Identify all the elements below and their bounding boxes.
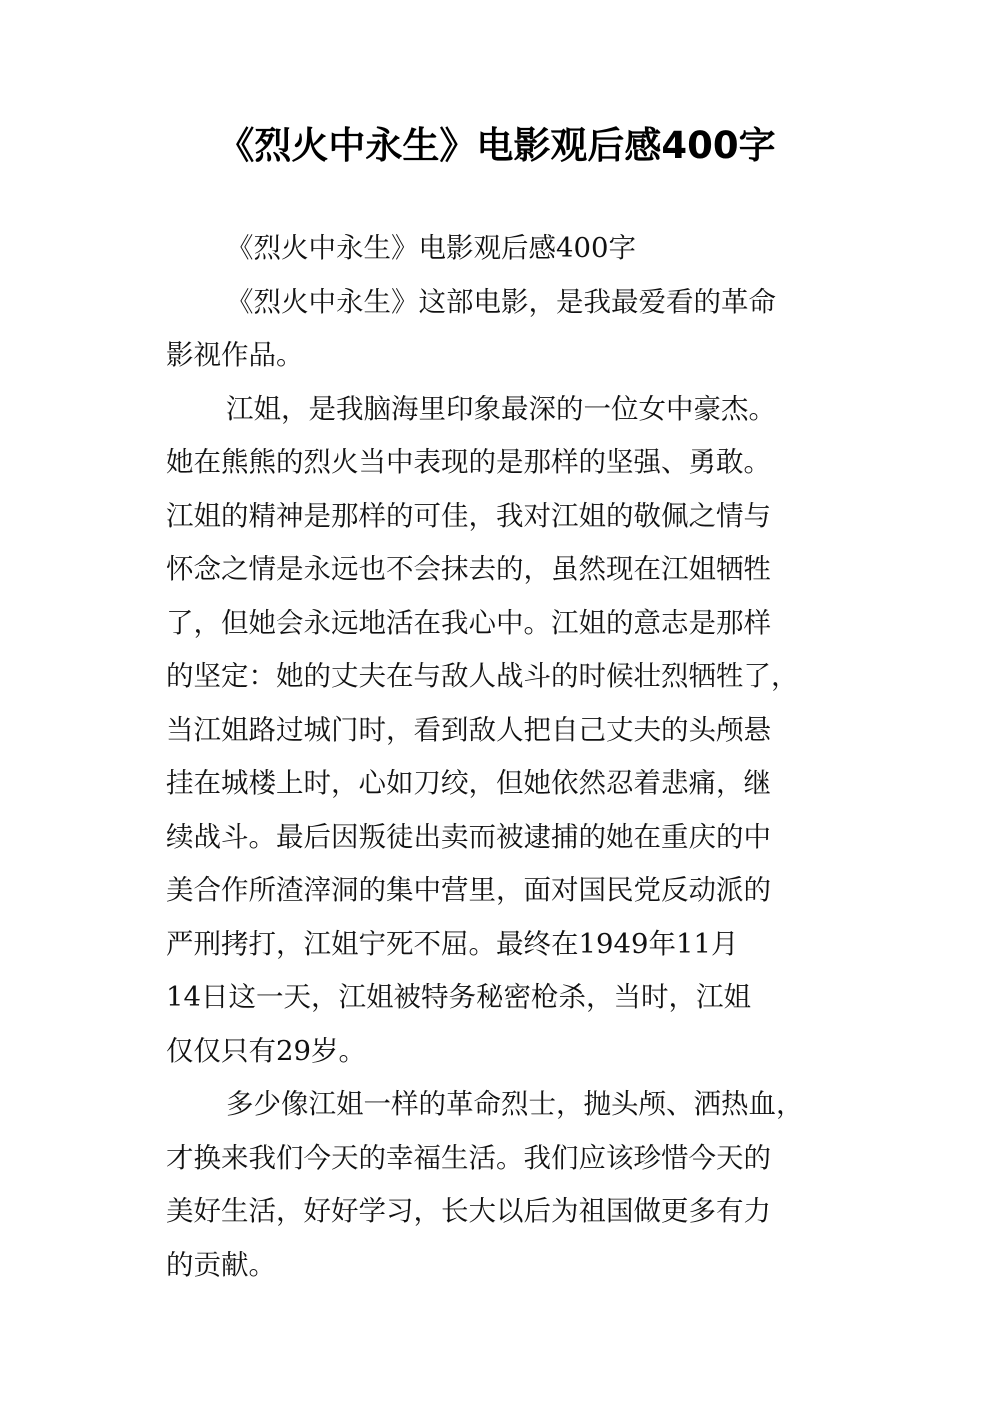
- body-line: 才换来我们今天的幸福生活。我们应该珍惜今天的: [166, 1141, 771, 1174]
- body-line: 严刑拷打，江姐宁死不屈。最终在1949年11月: [166, 927, 739, 960]
- body-line: 挂在城楼上时，心如刀绞，但她依然忍着悲痛，继: [166, 767, 771, 799]
- body-line: 当江姐路过城门时，看到敌人把自己丈夫的头颅悬: [166, 713, 771, 746]
- body-line: 《烈火中永生》这部电影，是我最爱看的革命: [226, 285, 776, 318]
- body-line: 仅仅只有29岁。: [166, 1034, 366, 1067]
- body-line: 多少像江姐一样的革命烈士，抛头颅、洒热血，: [226, 1088, 804, 1120]
- body-line: 江姐，是我脑海里印象最深的一位女中豪杰。: [226, 392, 776, 425]
- body-line: 的坚定：她的丈夫在与敌人战斗的时候壮烈牺牲了，: [166, 660, 799, 692]
- body-line: 美合作所渣滓洞的集中营里，面对国民党反动派的: [166, 874, 771, 906]
- body-line: 美好生活，好好学习，长大以后为祖国做更多有力: [166, 1195, 771, 1227]
- body-line: 14日这一天，江姐被特务秘密枪杀，当时，江姐: [166, 981, 751, 1013]
- body-line: 了，但她会永远地活在我心中。江姐的意志是那样: [166, 606, 771, 639]
- body-line: 的贡献。: [166, 1248, 276, 1281]
- document-body: [166, 222, 838, 1292]
- body-line: 续战斗。最后因叛徒出卖而被逮捕的她在重庆的中: [166, 820, 771, 853]
- body-line: 她在熊熊的烈火当中表现的是那样的坚强、勇敢。: [166, 446, 771, 478]
- document-title: 《烈火中永生》电影观后感400字: [217, 124, 776, 167]
- body-line: 怀念之情是永远也不会抹去的，虽然现在江姐牺牲: [166, 553, 771, 585]
- body-line: 影视作品。: [166, 339, 304, 371]
- body-line: 江姐的精神是那样的可佳，我对江姐的敬佩之情与: [166, 499, 771, 532]
- body-line: 《烈火中永生》电影观后感400字: [226, 232, 636, 264]
